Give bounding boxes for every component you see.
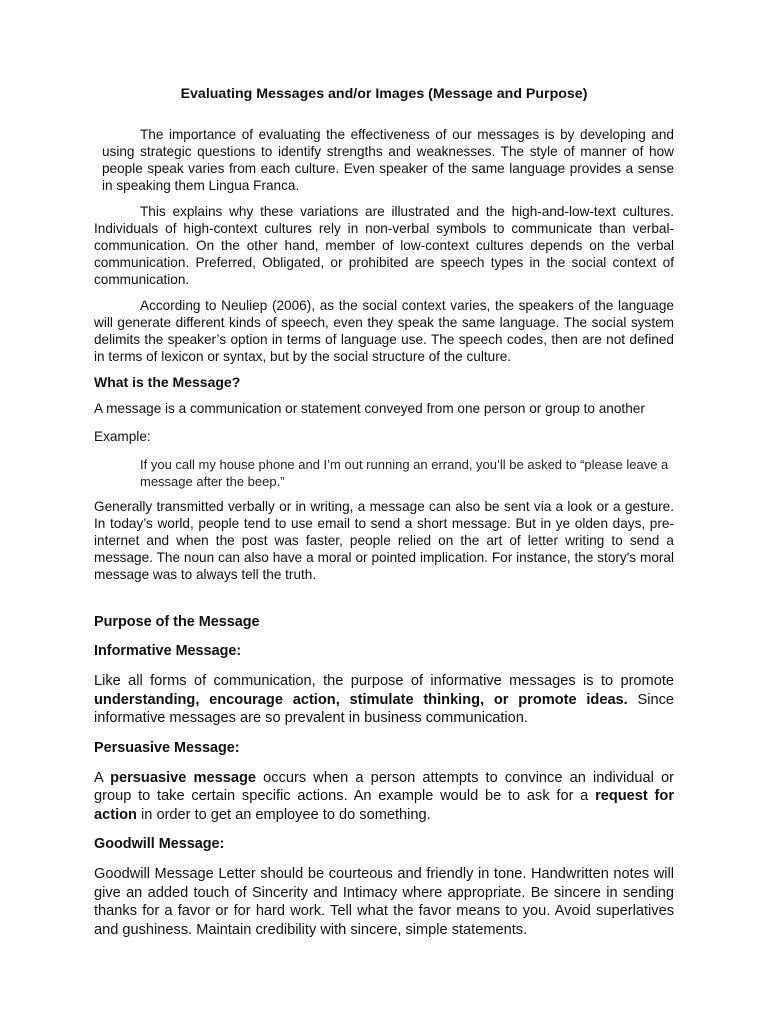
goodwill-paragraph: Goodwill Message Letter should be courteous and friendly in tone. Handwritten notes will give an added touch of Sincerity and Intimacy where appropriate. Be sincere in sending thanks for a favor or for hard work. Tell what the favor means to you. Avoid superlatives and gushiness. Maintain credibility with sincere, simple statements. [94, 866, 674, 938]
message-explanation: Generally transmitted verbally or in writing, a message can also be sent via a look or a gesture. In today’s world, people tend to use email to send a short message. But in ye olden days, pre-internet and when the post was faster, people relied on the art of letter writing to send a message. The noun can also have a moral or pointed implication. For instance, the story's moral message was to always tell the truth. [94, 499, 674, 582]
informative-text-before: Like all forms of communication, the purpose of informative messages is to promote [94, 673, 674, 689]
section-spacer [94, 592, 674, 614]
informative-text-bold: understanding, encourage action, stimulate thinking, or promote ideas. [94, 691, 628, 708]
persuasive-paragraph [94, 769, 674, 825]
persuasive-heading: Persuasive Message: [94, 739, 240, 756]
persuasive-text-1: A [94, 769, 111, 786]
message-definition: A message is a communication or statement conveyed from one person or group to another [94, 401, 645, 416]
neuliep-paragraph: According to Neuliep (2006), as the social context varies, the speakers of the language will generate different kinds of speech, even they speak the same language. The social system delimits the speaker’s option in terms of language use. The speech codes, then are not defined in terms of lexicon or syntax, but by the social structure of the culture. [94, 298, 674, 364]
purpose-heading: Purpose of the Message [94, 614, 260, 630]
example-label: Example: [94, 429, 151, 444]
context-cultures-paragraph: This explains why these variations are illustrated and the high-and-low-text cultures. Individuals of high-context cultures rely in non-verbal symbols to communicate than verbal-communication. On the other hand, member of low-context cultures depends on the verbal communication. Preferred, Obligated, or prohibited are speech types in the social context of communication. [94, 204, 674, 287]
informative-paragraph [94, 672, 674, 728]
goodwill-heading: Goodwill Message: [94, 836, 225, 852]
message-heading: What is the Message? [94, 374, 241, 390]
informative-text-after: Since informative messages are so prevalent in business communication. [94, 691, 674, 726]
example-quote: If you call my house phone and I’m out running an errand, you’ll be asked to “please leave a message after the beep.” [140, 457, 669, 489]
persuasive-text-3: in order to get an employee to do something. [136, 806, 431, 823]
informative-heading: Informative Message: [94, 643, 242, 659]
intro-paragraph: The importance of evaluating the effectiveness of our messages is by developing and using strategic questions to identify strengths and weaknesses. The style of manner of how people speak varies from each culture. Even speaker of the same language provides a sense in speaking them Lingua Franca. [102, 127, 674, 193]
persuasive-bold-2: request for action [94, 788, 674, 823]
persuasive-bold-1: persuasive message [110, 769, 256, 786]
persuasive-text-2: occurs when a person attempts to convince an individual or group to take certain specific actions. An example would be to ask for a [94, 769, 675, 804]
document-title: Evaluating Messages and/or Images (Message and Purpose) [180, 86, 588, 102]
